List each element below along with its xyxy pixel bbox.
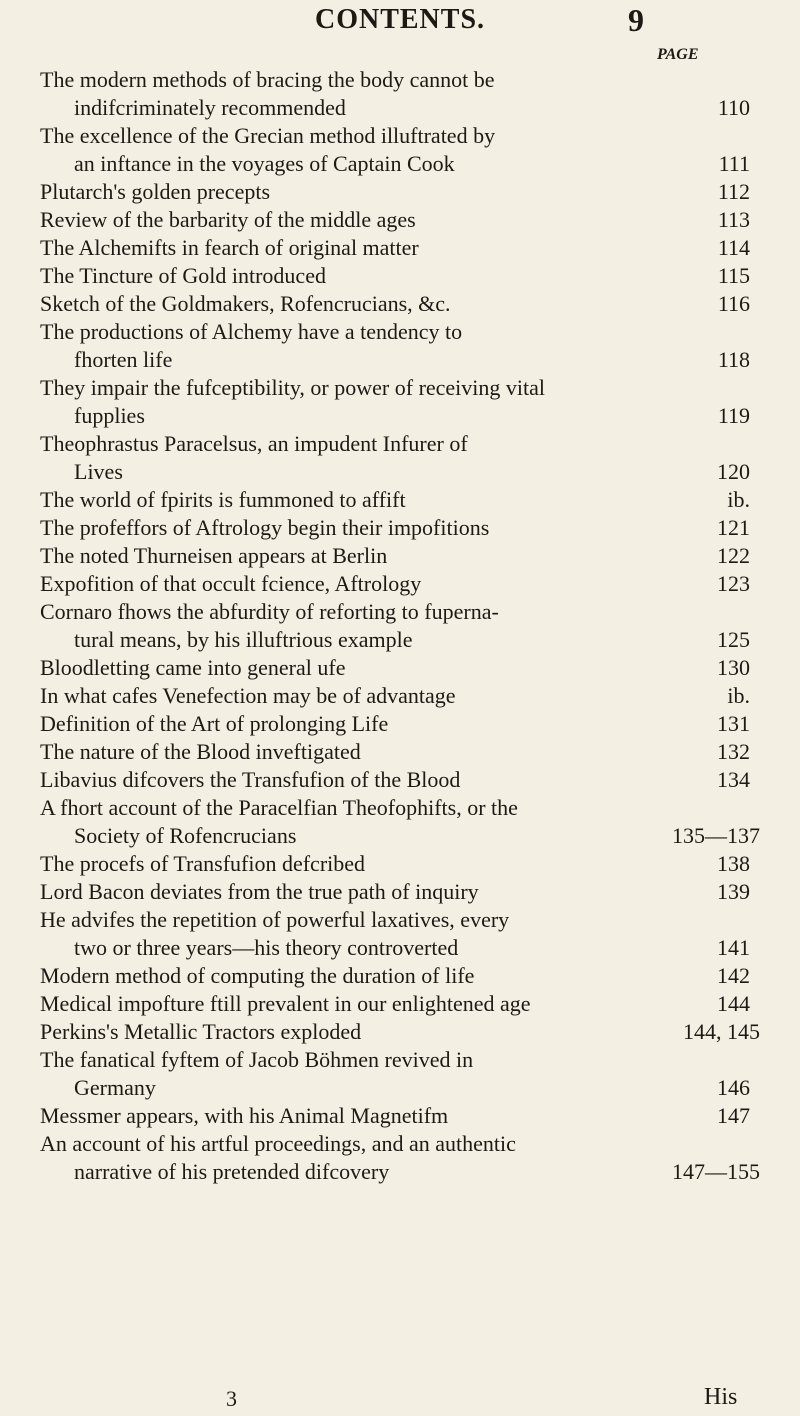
entry-page-number: 141 (717, 935, 750, 960)
contents-entry (40, 850, 760, 878)
entry-text: Messmer appears, with his Animal Magnetifm (40, 1103, 449, 1128)
entry-text: A fhort account of the Paracelfian Theofophifts, or the (40, 795, 518, 820)
entry-text: He advifes the repetition of powerful laxatives, every (40, 907, 510, 932)
contents-entry (40, 374, 760, 430)
contents-entry (40, 542, 760, 570)
contents-entry (40, 206, 760, 234)
entry-page-number: 147 (717, 1103, 750, 1128)
entry-text: The procefs of Transfufion defcribed (40, 851, 366, 876)
contents-entry (40, 1102, 760, 1130)
entry-text-continued: fhorten life (74, 347, 173, 372)
contents-entry (40, 570, 760, 598)
contents-entry (40, 682, 760, 710)
entry-page-number: 131 (717, 711, 750, 736)
contents-entry (40, 794, 760, 850)
contents-entry (40, 290, 760, 318)
contents-entry (40, 178, 760, 206)
entry-text: Expofition of that occult fcience, Aftrology (40, 571, 422, 596)
page-number: 9 (628, 2, 644, 38)
entry-page-number: 122 (717, 543, 750, 568)
entry-page-number: 132 (717, 739, 750, 764)
contents-entry (40, 234, 760, 262)
entry-text-continued: two or three years—his theory controverted (74, 935, 459, 960)
entry-text-continued: Germany (74, 1075, 156, 1100)
entry-text-continued: narrative of his pretended difcovery (74, 1159, 390, 1184)
entry-text: The productions of Alchemy have a tendency to (40, 319, 463, 344)
entry-page-number: 119 (717, 403, 750, 428)
entry-text-continued: Lives (74, 459, 123, 484)
entry-text: Bloodletting came into general ufe (40, 655, 346, 680)
contents-entry (40, 66, 760, 122)
entry-text: Sketch of the Goldmakers, Rofencrucians, &c. (40, 291, 451, 316)
contents-entry (40, 962, 760, 990)
entry-page-number: 125 (717, 627, 750, 652)
entry-page-number: 139 (717, 879, 750, 904)
contents-entry (40, 654, 760, 682)
entry-text: The modern methods of bracing the body cannot be (40, 67, 495, 92)
entry-text: They impair the fufceptibility, or power of receiving vital (40, 375, 546, 400)
entry-page-number: ib. (727, 683, 750, 708)
entry-page-number: 111 (718, 151, 750, 176)
entry-text-continued: fupplies (74, 403, 145, 428)
contents-entry (40, 906, 760, 962)
entry-text: Plutarch's golden precepts (40, 179, 271, 204)
contents-entry (40, 710, 760, 738)
entry-text: Definition of the Art of prolonging Life (40, 711, 389, 736)
entry-page-number: 114 (717, 235, 750, 260)
entry-page-number: 115 (717, 263, 750, 288)
contents-entry (40, 318, 760, 374)
entry-text-continued: an inftance in the voyages of Captain Cook (74, 151, 455, 176)
entry-text: Review of the barbarity of the middle ages (40, 207, 416, 232)
entry-text: Theophrastus Paracelsus, an impudent Infurer of (40, 431, 468, 456)
entry-text: The profeffors of Aftrology begin their impofitions (40, 515, 490, 540)
entry-page-number: 121 (717, 515, 750, 540)
entry-page-number: 147—155 (672, 1159, 760, 1184)
contents-entry (40, 738, 760, 766)
entry-page-number: 120 (717, 459, 750, 484)
entry-text: The Alchemifts in fearch of original matter (40, 235, 419, 260)
entry-text: Modern method of computing the duration of life (40, 963, 475, 988)
entry-text: Libavius difcovers the Transfufion of the Blood (40, 767, 461, 792)
entry-page-number: 112 (717, 179, 750, 204)
entry-text: Cornaro fhows the abfurdity of reforting to fuperna- (40, 599, 499, 624)
entry-page-number: 116 (717, 291, 750, 316)
entry-text: Medical impofture ftill prevalent in our enlightened age (40, 991, 531, 1016)
entry-text: In what cafes Venefection may be of advantage (40, 683, 456, 708)
entry-page-number: 130 (717, 655, 750, 680)
entry-page-number: 134 (717, 767, 750, 792)
contents-entry (40, 1046, 760, 1102)
contents-entry (40, 514, 760, 542)
entry-text-continued: indifcriminately recommended (74, 95, 346, 120)
entry-page-number: ib. (727, 487, 750, 512)
entry-page-number: 138 (717, 851, 750, 876)
contents-list (40, 66, 760, 1186)
entry-page-number: 142 (717, 963, 750, 988)
contents-entry (40, 486, 760, 514)
signature-mark: 3 (226, 1386, 237, 1411)
page-column-label: PAGE (657, 46, 699, 63)
entry-text: An account of his artful proceedings, and an authentic (40, 1131, 516, 1156)
entry-page-number: 118 (717, 347, 750, 372)
catchword: His (704, 1384, 738, 1410)
running-title: CONTENTS. (314, 4, 486, 35)
entry-page-number: 113 (717, 207, 750, 232)
contents-entry (40, 878, 760, 906)
entry-text: The noted Thurneisen appears at Berlin (40, 543, 388, 568)
entry-text: The nature of the Blood inveftigated (40, 739, 361, 764)
contents-entry (40, 262, 760, 290)
entry-page-number: 144, 145 (683, 1019, 760, 1044)
entry-page-number: 144 (717, 991, 750, 1016)
entry-text-continued: Society of Rofencrucians (74, 823, 297, 848)
entry-text-continued: tural means, by his illuftrious example (74, 627, 413, 652)
entry-text: Perkins's Metallic Tractors exploded (40, 1019, 362, 1044)
entry-text: The Tincture of Gold introduced (40, 263, 326, 288)
entry-text: The excellence of the Grecian method illuftrated by (40, 123, 496, 148)
entry-text: The fanatical fyftem of Jacob Böhmen revived in (40, 1047, 474, 1072)
contents-entry (40, 1130, 760, 1186)
contents-entry (40, 598, 760, 654)
contents-entry (40, 1018, 760, 1046)
contents-entry (40, 122, 760, 178)
entry-text: The world of fpirits is fummoned to affift (40, 487, 406, 512)
entry-page-number: 110 (717, 95, 750, 120)
entry-page-number: 123 (717, 571, 750, 596)
entry-page-number: 135—137 (672, 823, 760, 848)
entry-page-number: 146 (717, 1075, 750, 1100)
contents-entry (40, 766, 760, 794)
contents-entry (40, 430, 760, 486)
entry-text: Lord Bacon deviates from the true path of inquiry (40, 879, 479, 904)
contents-entry (40, 990, 760, 1018)
